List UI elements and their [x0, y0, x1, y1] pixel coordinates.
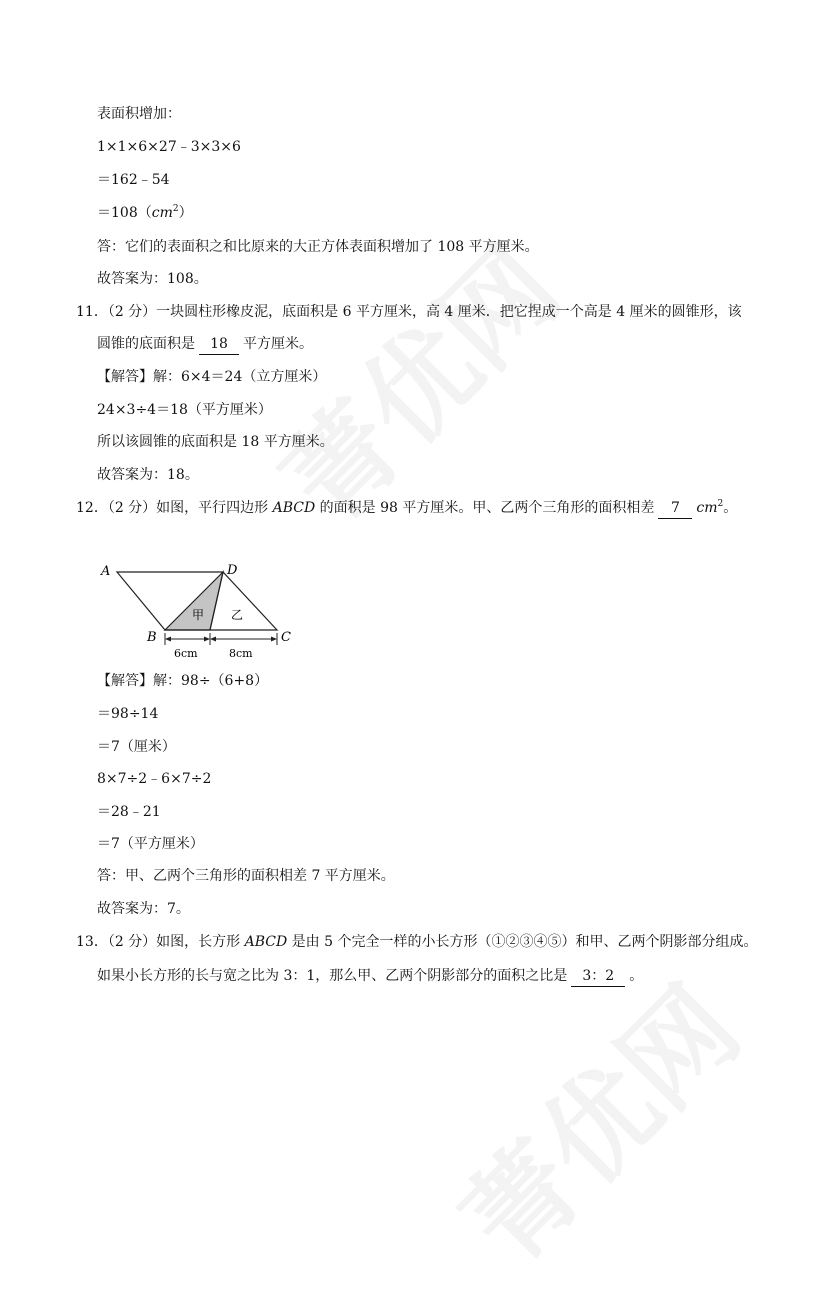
q10-line-3: ＝162﹣54	[97, 172, 170, 188]
q13-stem1-post: 是由 5 个完全一样的小长方形（①②③④⑤）和甲、乙两个阴影部分组成。	[287, 934, 758, 950]
q12-stem-pre: 12．（2 分）如图，平行四边形	[76, 500, 273, 516]
arrow-head	[165, 637, 171, 642]
q11-stem-2	[97, 334, 313, 355]
q11-solution-2: 24×3÷4＝18（平方厘米）	[97, 402, 272, 418]
label-6cm: 6cm	[174, 647, 198, 660]
q10-answer-text: 答：它们的表面积之和比原来的大正方体表面积增加了 108 平方厘米。	[97, 239, 539, 255]
q10-unit: cm	[151, 205, 173, 221]
q12-stem	[76, 498, 737, 519]
q12-abcd: ABCD	[272, 500, 316, 516]
parallelogram-figure	[95, 555, 315, 660]
q10-final-answer: 故答案为：108。	[97, 271, 208, 287]
q12-solution-5: ＝28﹣21	[97, 804, 161, 820]
q11-stem-1: 11．（2 分）一块圆柱形橡皮泥，底面积是 6 平方厘米，高 4 厘米．把它捏成一个高是 4 厘米的圆锥形，该	[76, 304, 742, 320]
label-b: B	[147, 630, 157, 645]
watermark-bottom	[422, 946, 767, 1291]
q13-abcd: ABCD	[244, 934, 288, 950]
arrow-head	[271, 637, 277, 642]
label-d: D	[227, 563, 238, 578]
arrow-head	[210, 637, 216, 642]
q12-solution-2: ＝98÷14	[97, 706, 159, 722]
arrow-head	[204, 637, 210, 642]
q12-stem-mid: 的面积是 98 平方厘米。甲、乙两个三角形的面积相差	[315, 500, 655, 516]
q12-answer-text: 答：甲、乙两个三角形的面积相差 7 平方厘米。	[97, 868, 395, 884]
q10-line-4	[97, 203, 193, 223]
q11-solution-1: 【解答】解：6×4＝24（立方厘米）	[97, 369, 327, 385]
q11-final-answer: 故答案为：18。	[97, 467, 199, 483]
q10-line-2: 1×1×6×27﹣3×3×6	[97, 139, 241, 155]
q12-solution-1: 【解答】解：98÷（6+8）	[97, 673, 269, 689]
label-a: A	[101, 564, 111, 579]
q10-line4-pre: ＝108（	[97, 205, 152, 221]
q11-stem2-pre: 圆锥的底面积是	[97, 336, 195, 352]
q12-unit: cm	[696, 500, 718, 516]
q11-answer-blank: 18	[199, 334, 239, 355]
q10-unit-sup: 2	[172, 204, 179, 214]
label-yi: 乙	[231, 608, 244, 622]
q10-line-1: 表面积增加：	[97, 106, 181, 122]
q12-answer-blank: 7	[658, 498, 692, 519]
q13-stem2-post: 。	[629, 968, 644, 984]
q10-line4-post: ）	[178, 205, 193, 221]
q12-solution-6: ＝7（平方厘米）	[97, 836, 204, 852]
q13-stem-2	[97, 966, 643, 987]
label-jia: 甲	[192, 608, 205, 622]
q12-unit-sup: 2	[717, 499, 724, 509]
q11-solution-3: 所以该圆锥的底面积是 18 平方厘米。	[97, 434, 334, 450]
q13-answer-blank: 3：2	[571, 966, 625, 987]
q13-stem-1	[76, 932, 758, 952]
q12-final-answer: 故答案为：7。	[97, 901, 190, 917]
q11-stem2-post: 平方厘米。	[243, 336, 313, 352]
q13-stem2-pre: 如果小长方形的长与宽之比为 3：1，那么甲、乙两个阴影部分的面积之比是	[97, 968, 568, 984]
q13-stem1-pre: 13．（2 分）如图，长方形	[76, 934, 245, 950]
q12-solution-4: 8×7÷2﹣6×7÷2	[97, 771, 212, 787]
q12-solution-3: ＝7（厘米）	[97, 739, 176, 755]
label-8cm: 8cm	[229, 647, 253, 660]
q12-stem-end: 。	[723, 500, 738, 516]
label-c: C	[281, 630, 291, 645]
